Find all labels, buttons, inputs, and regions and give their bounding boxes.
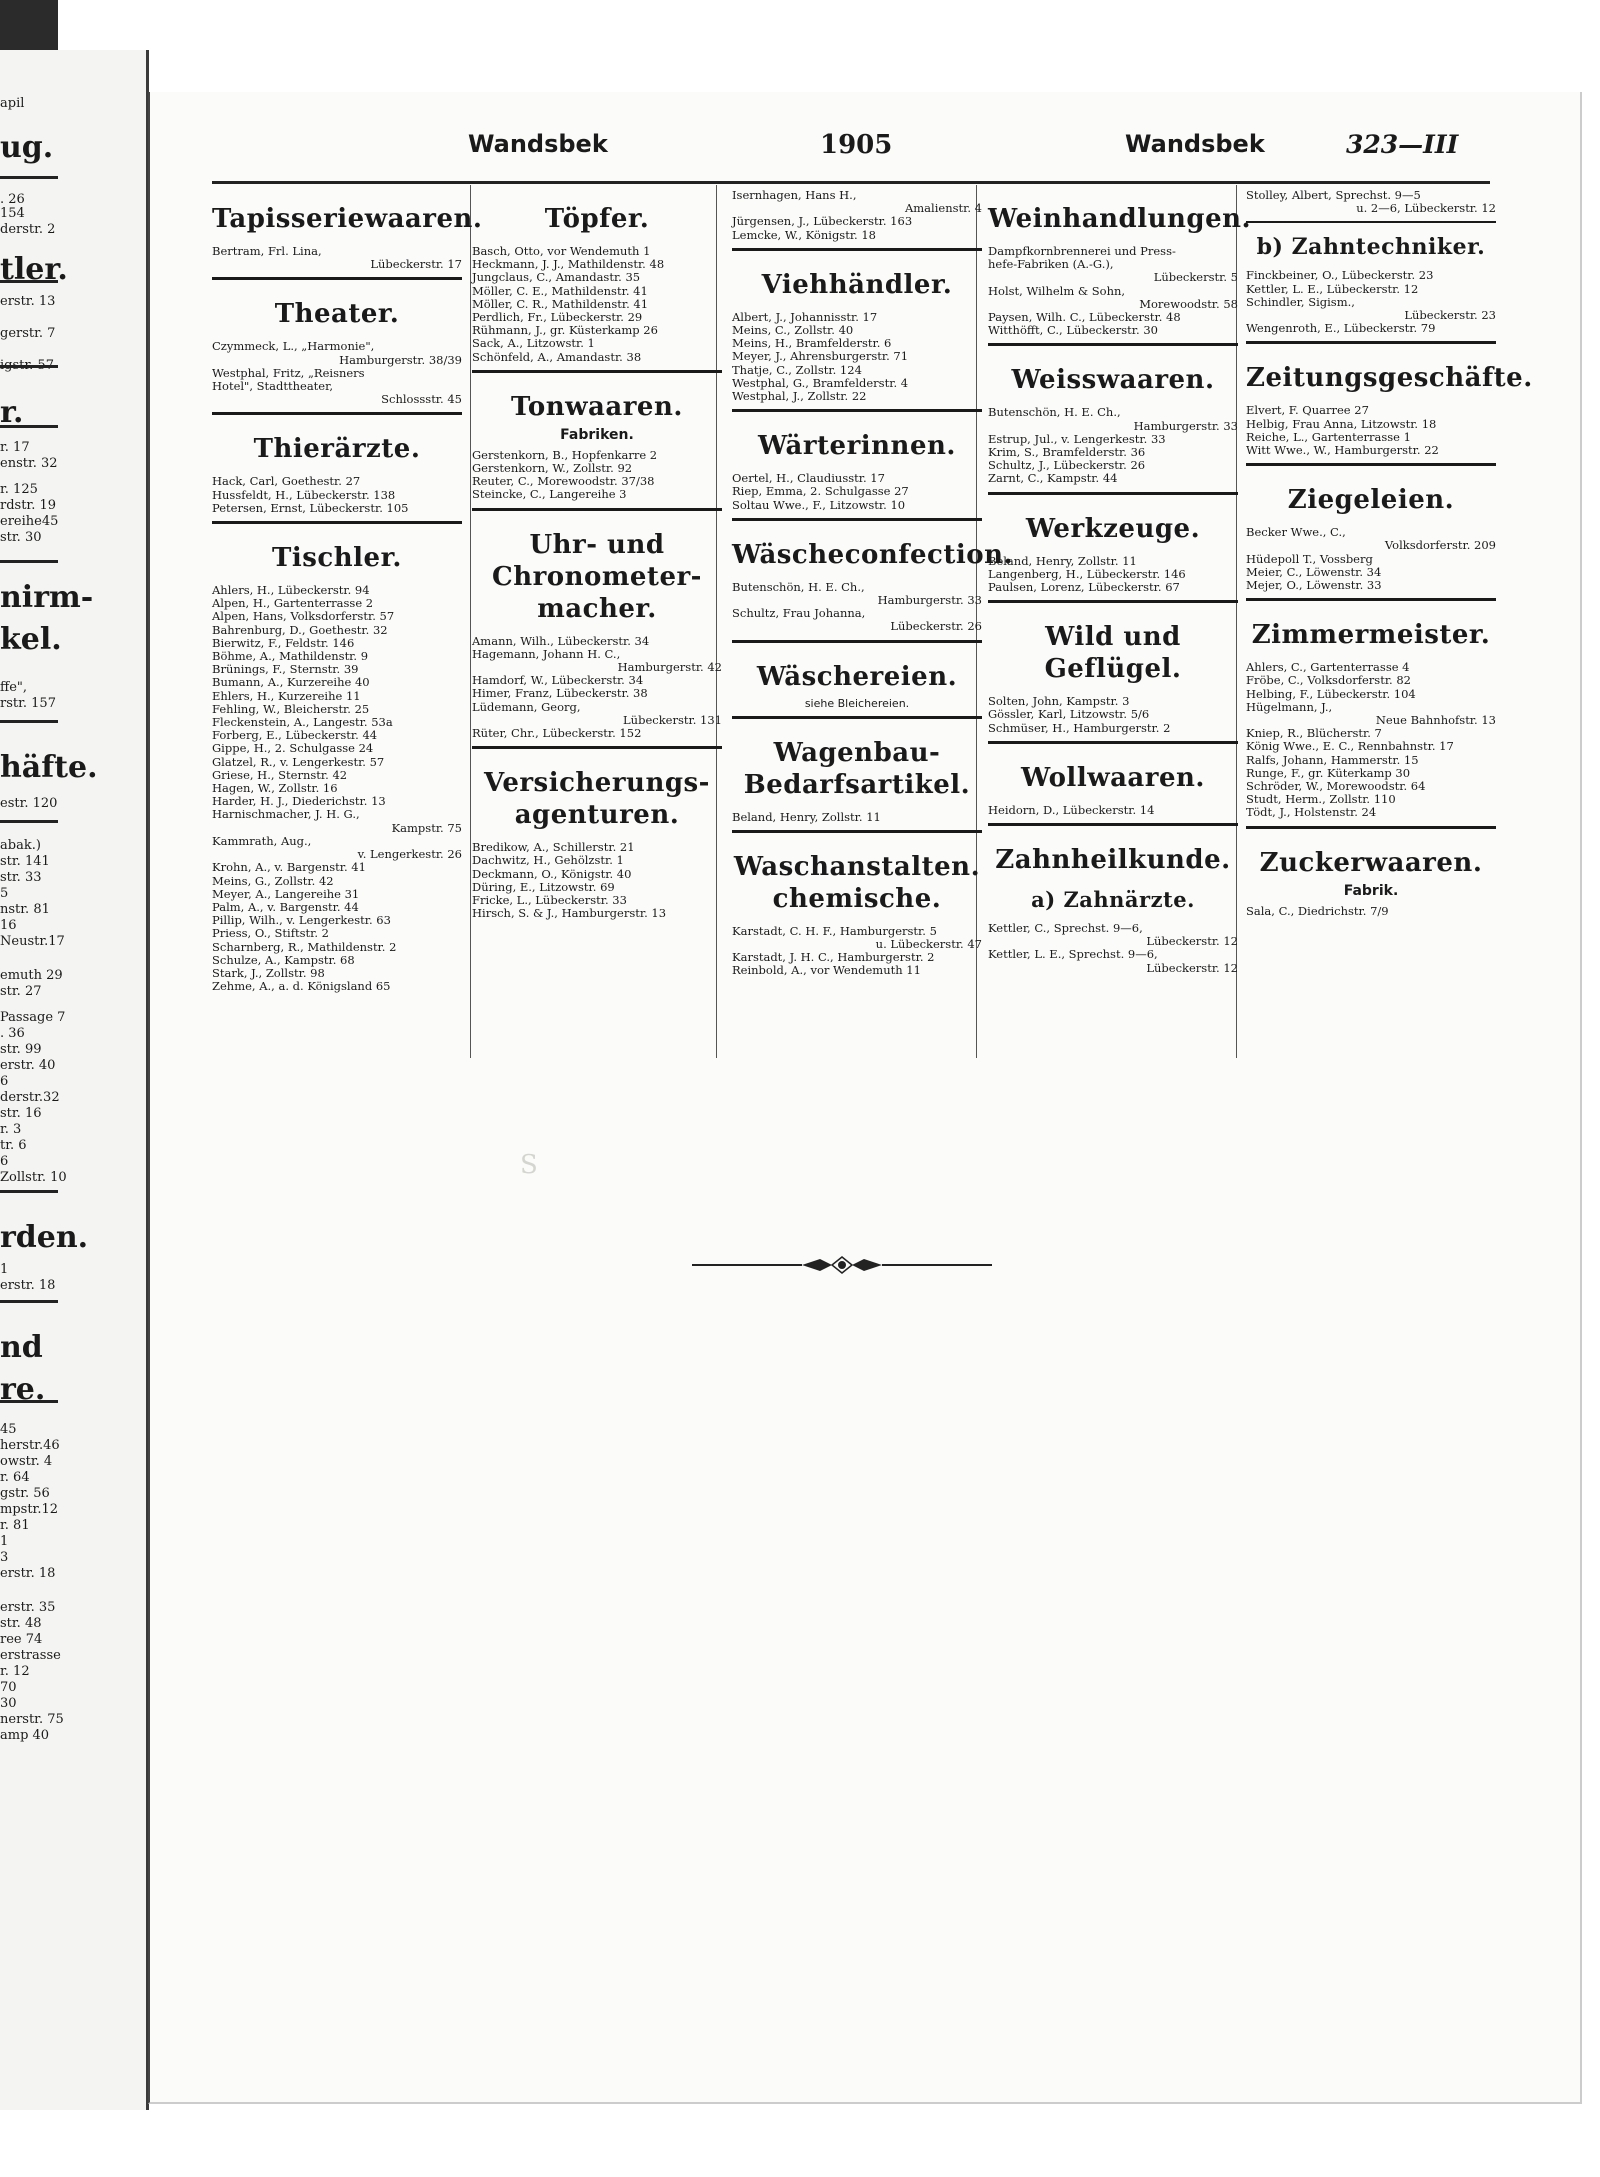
prev-page-line: estr. 120 (0, 796, 58, 811)
section-heading: Wollwaaren. (1021, 762, 1205, 793)
directory-entry: Kettler, L. E., Sprechst. 9—6, (988, 947, 1158, 962)
directory-entry: Bertram, Frl. Lina, (212, 244, 322, 258)
directory-entry: Perdlich, Fr., Lübeckerstr. 29 (472, 310, 643, 325)
directory-entry: Schindler, Sigism., (1246, 294, 1355, 309)
prev-page-rule (0, 1300, 58, 1303)
directory-entry: Meins, H., Bramfelderstr. 6 (732, 336, 892, 351)
directory-entry: Düring, E., Litzowstr. 69 (472, 879, 615, 894)
directory-entry: Westphal, Fritz, „Reisners (212, 365, 365, 380)
directory-entry: Hamdorf, W., Lübeckerstr. 34 (472, 673, 644, 688)
directory-entry: Reuter, C., Morewoodstr. 37/38 (472, 474, 655, 489)
prev-page-line: herstr.46 (0, 1438, 60, 1453)
prev-page-line: r. 12 (0, 1664, 30, 1679)
directory-entry: Pillip, Wilh., v. Lengerkestr. 63 (212, 913, 391, 928)
directory-entry: Helbing, F., Lübeckerstr. 104 (1246, 686, 1416, 701)
directory-entry: Lübeckerstr. 23 (1404, 308, 1496, 323)
prev-page-line: r. 3 (0, 1122, 22, 1137)
directory-entry: Hüdepoll T., Vossberg (1246, 551, 1373, 566)
directory-entry: Heckmann, J. J., Mathildenstr. 48 (472, 257, 665, 272)
prev-page-line: 70 (0, 1680, 17, 1695)
prev-page-line: r. 64 (0, 1470, 30, 1485)
directory-entry: Bierwitz, F., Feldstr. 146 (212, 635, 355, 650)
directory-entry: Hamburgerstr. 33 (1133, 418, 1238, 433)
prev-page-line: nstr. 81 (0, 902, 50, 917)
section-rule (212, 277, 462, 280)
directory-entry: Kettler, L. E., Lübeckerstr. 12 (1246, 281, 1419, 296)
prev-page-line: 5 (0, 886, 9, 901)
prev-page-line: ereihe45 (0, 514, 59, 529)
scan-dark-edge (0, 0, 58, 50)
directory-entry: Holst, Wilhelm & Sohn, (988, 283, 1126, 298)
directory-entry: Harder, H. J., Diederichstr. 13 (212, 794, 386, 809)
directory-entry: Meyer, J., Ahrensburgerstr. 71 (732, 349, 909, 364)
directory-entry: Amann, Wilh., Lübeckerstr. 34 (472, 633, 650, 648)
prev-page-line: Zollstr. 10 (0, 1170, 67, 1185)
section-heading: Tonwaaren. (511, 391, 683, 422)
directory-entry: Lübeckerstr. 131 (623, 712, 722, 727)
section-rule (732, 409, 982, 412)
section-rule (988, 343, 1238, 346)
directory-entry: Basch, Otto, vor Wendemuth 1 (472, 244, 651, 258)
directory-entry: Schlossstr. 45 (381, 392, 462, 407)
prev-page-line: nerstr. 75 (0, 1712, 64, 1727)
directory-entry: Meins, C., Zollstr. 40 (732, 323, 854, 338)
section-rule (988, 823, 1238, 826)
directory-entry: Krohn, A., v. Bargenstr. 41 (212, 860, 366, 875)
header-rule (212, 181, 1490, 184)
prev-page-line: 154 (0, 206, 25, 221)
section-rule (1246, 463, 1496, 466)
page-header (150, 130, 1490, 166)
section-subheading: Fabrik. (1343, 882, 1399, 899)
prev-page-line: ffe", (0, 680, 28, 695)
directory-entry: Palm, A., v. Bargenstr. 44 (212, 899, 359, 914)
section-rule (988, 741, 1238, 744)
section-heading: Weinhandlungen. (988, 204, 1252, 234)
directory-entry: Elvert, F. Quarree 27 (1246, 403, 1369, 418)
section-rule (732, 830, 982, 833)
section-rule (732, 518, 982, 521)
directory-entry: Gippe, H., 2. Schulgasse 24 (212, 741, 374, 756)
prev-page-line: 1 (0, 1534, 9, 1549)
directory-entry: Runge, F., gr. Küterkamp 30 (1246, 765, 1411, 780)
section-heading: Zimmermeister. (1251, 620, 1491, 651)
directory-entry: Witt Wwe., W., Hamburgerstr. 22 (1246, 443, 1439, 458)
directory-entry: Neue Bahnhofstr. 13 (1375, 713, 1496, 728)
section-subheading: Fabriken. (560, 426, 634, 443)
directory-entry: Ehlers, H., Kurzereihe 11 (212, 688, 361, 703)
prev-page-line: igstr. 57 (0, 358, 54, 373)
directory-entry: Kammrath, Aug., (212, 833, 312, 848)
directory-entry: Kampstr. 75 (391, 820, 462, 835)
directory-entry: Lübeckerstr. 26 (890, 619, 982, 634)
prev-page-rule (0, 560, 58, 563)
directory-entry: Fricke, L., Lübeckerstr. 33 (472, 893, 627, 908)
prev-page-line: Neustr.17 (0, 934, 65, 949)
directory-entry: Hamburgerstr. 33 (877, 593, 982, 608)
column-separator (470, 185, 471, 1058)
directory-entry: Meins, G., Zollstr. 42 (212, 873, 334, 888)
prev-page-line: str. 30 (0, 530, 42, 545)
directory-entry: Gerstenkorn, B., Hopfenkarre 2 (472, 447, 658, 462)
directory-entry: Reinbold, A., vor Wendemuth 11 (732, 963, 921, 978)
prev-page-line: str. 99 (0, 1042, 42, 1057)
directory-entry: Schmüser, H., Hamburgerstr. 2 (988, 720, 1171, 735)
directory-entry: Albert, J., Johannisstr. 17 (732, 309, 878, 324)
header-city-left: Wandsbek (468, 130, 608, 158)
section-rule (732, 248, 982, 251)
directory-entry: Amalienstr. 4 (904, 201, 982, 216)
directory-entry: Zehme, A., a. d. Königsland 65 (212, 979, 391, 994)
directory-entry: Thatje, C., Zollstr. 124 (732, 362, 862, 377)
directory-entry: Rühmann, J., gr. Küsterkamp 26 (472, 323, 658, 338)
prev-page-rule (0, 720, 58, 723)
prev-page-line: str. 141 (0, 854, 50, 869)
directory-entry: Volksdorferstr. 209 (1384, 538, 1496, 553)
directory-entry: Beland, Henry, Zollstr. 11 (732, 809, 881, 824)
directory-entry: Alpen, Hans, Volksdorferstr. 57 (212, 609, 395, 624)
section-heading: Tapisseriewaaren. (212, 204, 483, 234)
directory-entry: Zarnt, C., Kampstr. 44 (988, 471, 1118, 486)
section-heading: Weisswaaren. (1011, 365, 1215, 396)
prev-page-line: gerstr. 7 (0, 326, 56, 341)
directory-entry: Finckbeiner, O., Lübeckerstr. 23 (1246, 268, 1434, 283)
section-subheading: a) Zahnärzte. (1031, 887, 1195, 913)
header-page-number: 323—III (1346, 130, 1459, 159)
prev-page-line: erstr. 35 (0, 1600, 56, 1615)
directory-entry: König Wwe., E. C., Rennbahnstr. 17 (1246, 739, 1454, 754)
section-heading: Theater. (274, 299, 400, 330)
prev-page-line: 45 (0, 1422, 17, 1437)
prev-page-line: str. 33 (0, 870, 42, 885)
prev-page-line: tr. 6 (0, 1138, 27, 1153)
directory-entry: Bredikow, A., Schillerstr. 21 (472, 840, 635, 855)
section-heading: Wäscheconfection. (732, 539, 1014, 570)
directory-entry: Westphal, J., Zollstr. 22 (732, 389, 867, 404)
prev-page-line: rdstr. 19 (0, 498, 57, 513)
section-rule (1246, 826, 1496, 829)
directory-entry: Lüdemann, Georg, (472, 699, 581, 714)
section-heading: b) Zahntechniker. (1256, 234, 1486, 261)
directory-entry: Hamburgerstr. 38/39 (339, 352, 462, 367)
directory-entry: Studt, Herm., Zollstr. 110 (1246, 792, 1396, 807)
directory-entry: Langenberg, H., Lübeckerstr. 146 (988, 566, 1186, 581)
directory-entry: Fleckenstein, A., Langestr. 53a (212, 715, 393, 730)
prev-page-rule (0, 280, 58, 283)
prev-page-rule (0, 365, 58, 368)
prev-page-rule (0, 820, 58, 823)
prev-page-heading: nirm- (0, 580, 94, 615)
prev-page-rule (0, 1190, 58, 1193)
section-heading: Wäschereien. (756, 661, 958, 692)
section-heading: Thierärzte. (253, 434, 421, 465)
directory-entry: Butenschön, H. E. Ch., (732, 579, 865, 594)
prev-page-line: 30 (0, 1696, 17, 1711)
directory-entry: Jungclaus, C., Amandastr. 35 (472, 270, 641, 285)
directory-entry: Czymmeck, L., „Harmonie", (212, 339, 375, 354)
directory-column (212, 185, 483, 994)
directory-entry: Bumann, A., Kurzereihe 40 (212, 675, 370, 690)
directory-entry: Stark, J., Zollstr. 98 (212, 965, 325, 980)
section-rule (1246, 221, 1496, 223)
section-rule (732, 716, 982, 719)
directory-entry: Witthöfft, C., Lübeckerstr. 30 (988, 323, 1158, 338)
directory-entry: Helbig, Frau Anna, Litzowstr. 18 (1246, 416, 1437, 431)
section-heading: Viehhändler. (761, 269, 953, 300)
directory-entry: Wengenroth, E., Lübeckerstr. 79 (1246, 321, 1436, 336)
prev-page-line: derstr. 2 (0, 222, 56, 237)
section-heading: Uhr- und Chronometer- macher. (492, 529, 702, 624)
prev-page-line: str. 48 (0, 1616, 42, 1631)
directory-entry: Brünings, F., Sternstr. 39 (212, 662, 359, 677)
directory-entry: Priess, O., Stiftstr. 2 (212, 926, 329, 941)
directory-entry: Forberg, E., Lübeckerstr. 44 (212, 728, 378, 743)
directory-entry: Schultz, Frau Johanna, (732, 606, 866, 621)
directory-entry: Fehling, W., Bleicherstr. 25 (212, 701, 370, 716)
directory-entry: Ralfs, Johann, Hammerstr. 15 (1246, 752, 1419, 767)
directory-entry: Schröder, W., Morewoodstr. 64 (1246, 779, 1426, 794)
section-rule (1246, 598, 1496, 601)
directory-entry: Deckmann, O., Königstr. 40 (472, 866, 632, 881)
directory-entry: Dampfkornbrennerei und Press- (988, 244, 1176, 258)
prev-page-line: erstr. 18 (0, 1566, 56, 1581)
directory-entry: Fröbe, C., Volksdorferstr. 82 (1246, 673, 1411, 688)
directory-entry: Hagemann, Johann H. C., (472, 646, 621, 661)
directory-entry: Karstadt, J. H. C., Hamburgerstr. 2 (732, 950, 935, 965)
prev-page-line: emuth 29 (0, 968, 63, 983)
prev-page-heading: re. (0, 1372, 46, 1407)
directory-entry: u. Lübeckerstr. 47 (875, 937, 982, 952)
directory-entry: Bahrenburg, D., Goethestr. 32 (212, 622, 388, 637)
directory-entry: Beland, Henry, Zollstr. 11 (988, 553, 1137, 568)
prev-page-line: erstrasse (0, 1648, 61, 1663)
directory-entry: Oertel, H., Claudiusstr. 17 (732, 471, 885, 486)
directory-entry: Hack, Carl, Goethestr. 27 (212, 474, 361, 489)
prev-page-heading: tler. (0, 252, 68, 287)
section-note: siehe Bleichereien. (804, 696, 910, 710)
section-rule (472, 370, 722, 373)
directory-entry: Schönfeld, A., Amandastr. 38 (472, 349, 642, 364)
directory-entry: Lemcke, W., Königstr. 18 (732, 227, 877, 242)
prev-page-rule (0, 1400, 58, 1403)
section-rule (988, 492, 1238, 495)
directory-entry: Butenschön, H. E. Ch., (988, 405, 1121, 420)
directory-entry: v. Lengerkestr. 26 (357, 847, 462, 862)
prev-page-line: mpstr.12 (0, 1502, 59, 1517)
directory-entry: Kniep, R., Blücherstr. 7 (1246, 726, 1382, 741)
directory-entry: Rüter, Chr., Lübeckerstr. 152 (472, 726, 642, 741)
section-rule (1246, 341, 1496, 344)
section-heading: Ziegeleien. (1287, 485, 1455, 516)
ornament-divider (692, 1255, 992, 1275)
prev-page-line: 6 (0, 1074, 9, 1089)
directory-entry: Jürgensen, J., Lübeckerstr. 163 (732, 214, 913, 229)
directory-entry: Karstadt, C. H. F., Hamburgerstr. 5 (732, 923, 937, 938)
section-rule (732, 640, 982, 643)
directory-entry: Stolley, Albert, Sprechst. 9—5 (1246, 188, 1421, 202)
prev-page-line: r. 125 (0, 482, 38, 497)
directory-entry: Lübeckerstr. 17 (370, 257, 462, 272)
prev-page-line: str. 27 (0, 984, 42, 999)
prev-page-line: str. 16 (0, 1106, 42, 1121)
prev-page-line: erstr. 18 (0, 1278, 56, 1293)
directory-entry: Meier, C., Löwenstr. 34 (1246, 564, 1382, 579)
section-heading: Wärterinnen. (758, 431, 956, 462)
prev-page-line: Passage 7 (0, 1010, 66, 1025)
previous-page-edge (0, 50, 149, 2110)
section-heading: Wild und Geflügel. (1044, 622, 1182, 685)
section-rule (472, 746, 722, 749)
directory-column (732, 185, 1014, 978)
prev-page-heading: kel. (0, 622, 62, 657)
directory-entry: Soltau Wwe., F., Litzowstr. 10 (732, 497, 906, 512)
directory-entry: Schulze, A., Kampstr. 68 (212, 952, 355, 967)
directory-entry: Morewoodstr. 58 (1139, 296, 1238, 311)
prev-page-line: abak.) (0, 838, 41, 853)
directory-entry: Hagen, W., Zollstr. 16 (212, 781, 338, 796)
directory-entry: Möller, C. E., Mathildenstr. 41 (472, 283, 648, 298)
directory-entry: Krim, S., Bramfelderstr. 36 (988, 445, 1146, 460)
directory-entry: Hügelmann, J., (1246, 699, 1333, 714)
section-heading: Wagenbau- Bedarfsartikel. (743, 737, 971, 800)
prev-page-line: 1 (0, 1262, 9, 1277)
directory-entry: Becker Wwe., C., (1246, 525, 1346, 540)
prev-page-line: apil (0, 96, 25, 111)
section-rule (988, 600, 1238, 603)
prev-page-line: ree 74 (0, 1632, 43, 1647)
prev-page-rule (0, 176, 58, 179)
header-year: 1905 (820, 130, 893, 160)
prev-page-line: r. 17 (0, 440, 30, 455)
section-rule (212, 412, 462, 415)
directory-entry: Alpen, H., Gartenterrasse 2 (212, 596, 374, 611)
directory-entry: Meyer, A., Langereihe 31 (212, 886, 360, 901)
directory-column (1246, 185, 1533, 918)
prev-page-line: enstr. 32 (0, 456, 58, 471)
directory-entry: Lübeckerstr. 12 (1146, 960, 1238, 975)
directory-entry: Harnischmacher, J. H. G., (212, 807, 360, 822)
prev-page-line: . 36 (0, 1026, 25, 1041)
prev-page-line: 6 (0, 1154, 9, 1169)
section-heading: Tischler. (272, 543, 402, 574)
directory-entry: Schultz, J., Lübeckerstr. 26 (988, 458, 1146, 473)
prev-page-line: owstr. 4 (0, 1454, 53, 1469)
directory-entry: Solten, John, Kampstr. 3 (988, 694, 1130, 709)
section-heading: Waschanstalten. chemische. (733, 851, 981, 914)
directory-entry: Dachwitz, H., Gehölzstr. 1 (472, 853, 624, 868)
directory-entry: Ahlers, H., Lübeckerstr. 94 (212, 583, 370, 598)
prev-page-heading: häfte. (0, 750, 98, 785)
directory-column (988, 185, 1252, 975)
prev-page-rule (0, 425, 58, 428)
directory-entry: Heidorn, D., Lübeckerstr. 14 (988, 802, 1155, 817)
section-rule (212, 521, 462, 524)
bleed-through-text: S (520, 1150, 538, 1180)
directory-entry: Mejer, O., Löwenstr. 33 (1246, 578, 1382, 593)
directory-entry: Gerstenkorn, W., Zollstr. 92 (472, 461, 633, 476)
prev-page-line: 16 (0, 918, 17, 933)
section-heading: Versicherungs- agenturen. (484, 768, 710, 831)
directory-entry: Hotel", Stadttheater, (212, 379, 334, 394)
directory-entry: Isernhagen, Hans H., (732, 188, 857, 202)
section-heading: Töpfer. (544, 204, 650, 234)
directory-entry: Hussfeldt, H., Lübeckerstr. 138 (212, 487, 396, 502)
header-city-right: Wandsbek (1125, 130, 1265, 158)
directory-entry: Tödt, J., Holstenstr. 24 (1246, 805, 1377, 820)
directory-entry: Kettler, C., Sprechst. 9—6, (988, 921, 1143, 936)
section-heading: Werkzeuge. (1025, 513, 1201, 544)
directory-entry: Himer, Franz, Lübeckerstr. 38 (472, 686, 648, 701)
directory-entry: hefe-Fabriken (A.-G.), (988, 257, 1114, 272)
directory-entry: Möller, C. R., Mathildenstr. 41 (472, 296, 649, 311)
directory-entry: u. 2—6, Lübeckerstr. 12 (1356, 201, 1496, 216)
prev-page-line: derstr.32 (0, 1090, 60, 1105)
directory-entry: Scharnberg, R., Mathildenstr. 2 (212, 939, 397, 954)
prev-page-line: erstr. 40 (0, 1058, 56, 1073)
directory-entry: Westphal, G., Bramfelderstr. 4 (732, 375, 909, 390)
directory-entry: Paysen, Wilh. C., Lübeckerstr. 48 (988, 310, 1181, 325)
prev-page-line: . 26 (0, 192, 25, 207)
directory-entry: Petersen, Ernst, Lübeckerstr. 105 (212, 500, 409, 515)
directory-entry: Riep, Emma, 2. Schulgasse 27 (732, 484, 909, 499)
directory-entry: Hamburgerstr. 42 (617, 660, 722, 675)
section-heading: Zeitungsgeschäfte. (1246, 363, 1533, 394)
directory-entry: Steincke, C., Langereihe 3 (472, 487, 627, 502)
prev-page-line: 3 (0, 1550, 9, 1565)
directory-entry: Glatzel, R., v. Lengerkestr. 57 (212, 754, 385, 769)
directory-entry: Griese, H., Sternstr. 42 (212, 767, 348, 782)
prev-page-heading: r. (0, 395, 24, 430)
prev-page-heading: ug. (0, 130, 54, 165)
prev-page-heading: rden. (0, 1220, 89, 1255)
directory-entry: Reiche, L., Gartenterrasse 1 (1246, 429, 1411, 444)
directory-entry: Ahlers, C., Gartenterrasse 4 (1246, 660, 1410, 675)
directory-entry: Sack, A., Litzowstr. 1 (472, 336, 595, 351)
prev-page-line: erstr. 13 (0, 294, 56, 309)
directory-entry: Estrup, Jul., v. Lengerkestr. 33 (988, 431, 1166, 446)
section-heading: Zuckerwaaren. (1259, 847, 1483, 878)
directory-entry: Hirsch, S. & J., Hamburgerstr. 13 (472, 906, 667, 921)
directory-column (472, 185, 722, 920)
prev-page-line: r. 81 (0, 1518, 30, 1533)
prev-page-line: rstr. 157 (0, 696, 56, 711)
directory-entry: Paulsen, Lorenz, Lübeckerstr. 67 (988, 580, 1180, 595)
directory-entry: Lübeckerstr. 5 (1153, 270, 1238, 285)
directory-entry: Böhme, A., Mathildenstr. 9 (212, 649, 369, 664)
section-rule (472, 508, 722, 511)
directory-entry: Sala, C., Diedrichstr. 7/9 (1246, 903, 1389, 918)
prev-page-line: amp 40 (0, 1728, 50, 1743)
prev-page-heading: nd (0, 1330, 43, 1365)
prev-page-line: gstr. 56 (0, 1486, 50, 1501)
section-heading: Zahnheilkunde. (995, 845, 1231, 876)
directory-entry: Lübeckerstr. 12 (1146, 934, 1238, 949)
directory-entry: Gössler, Karl, Litzowstr. 5/6 (988, 707, 1150, 722)
